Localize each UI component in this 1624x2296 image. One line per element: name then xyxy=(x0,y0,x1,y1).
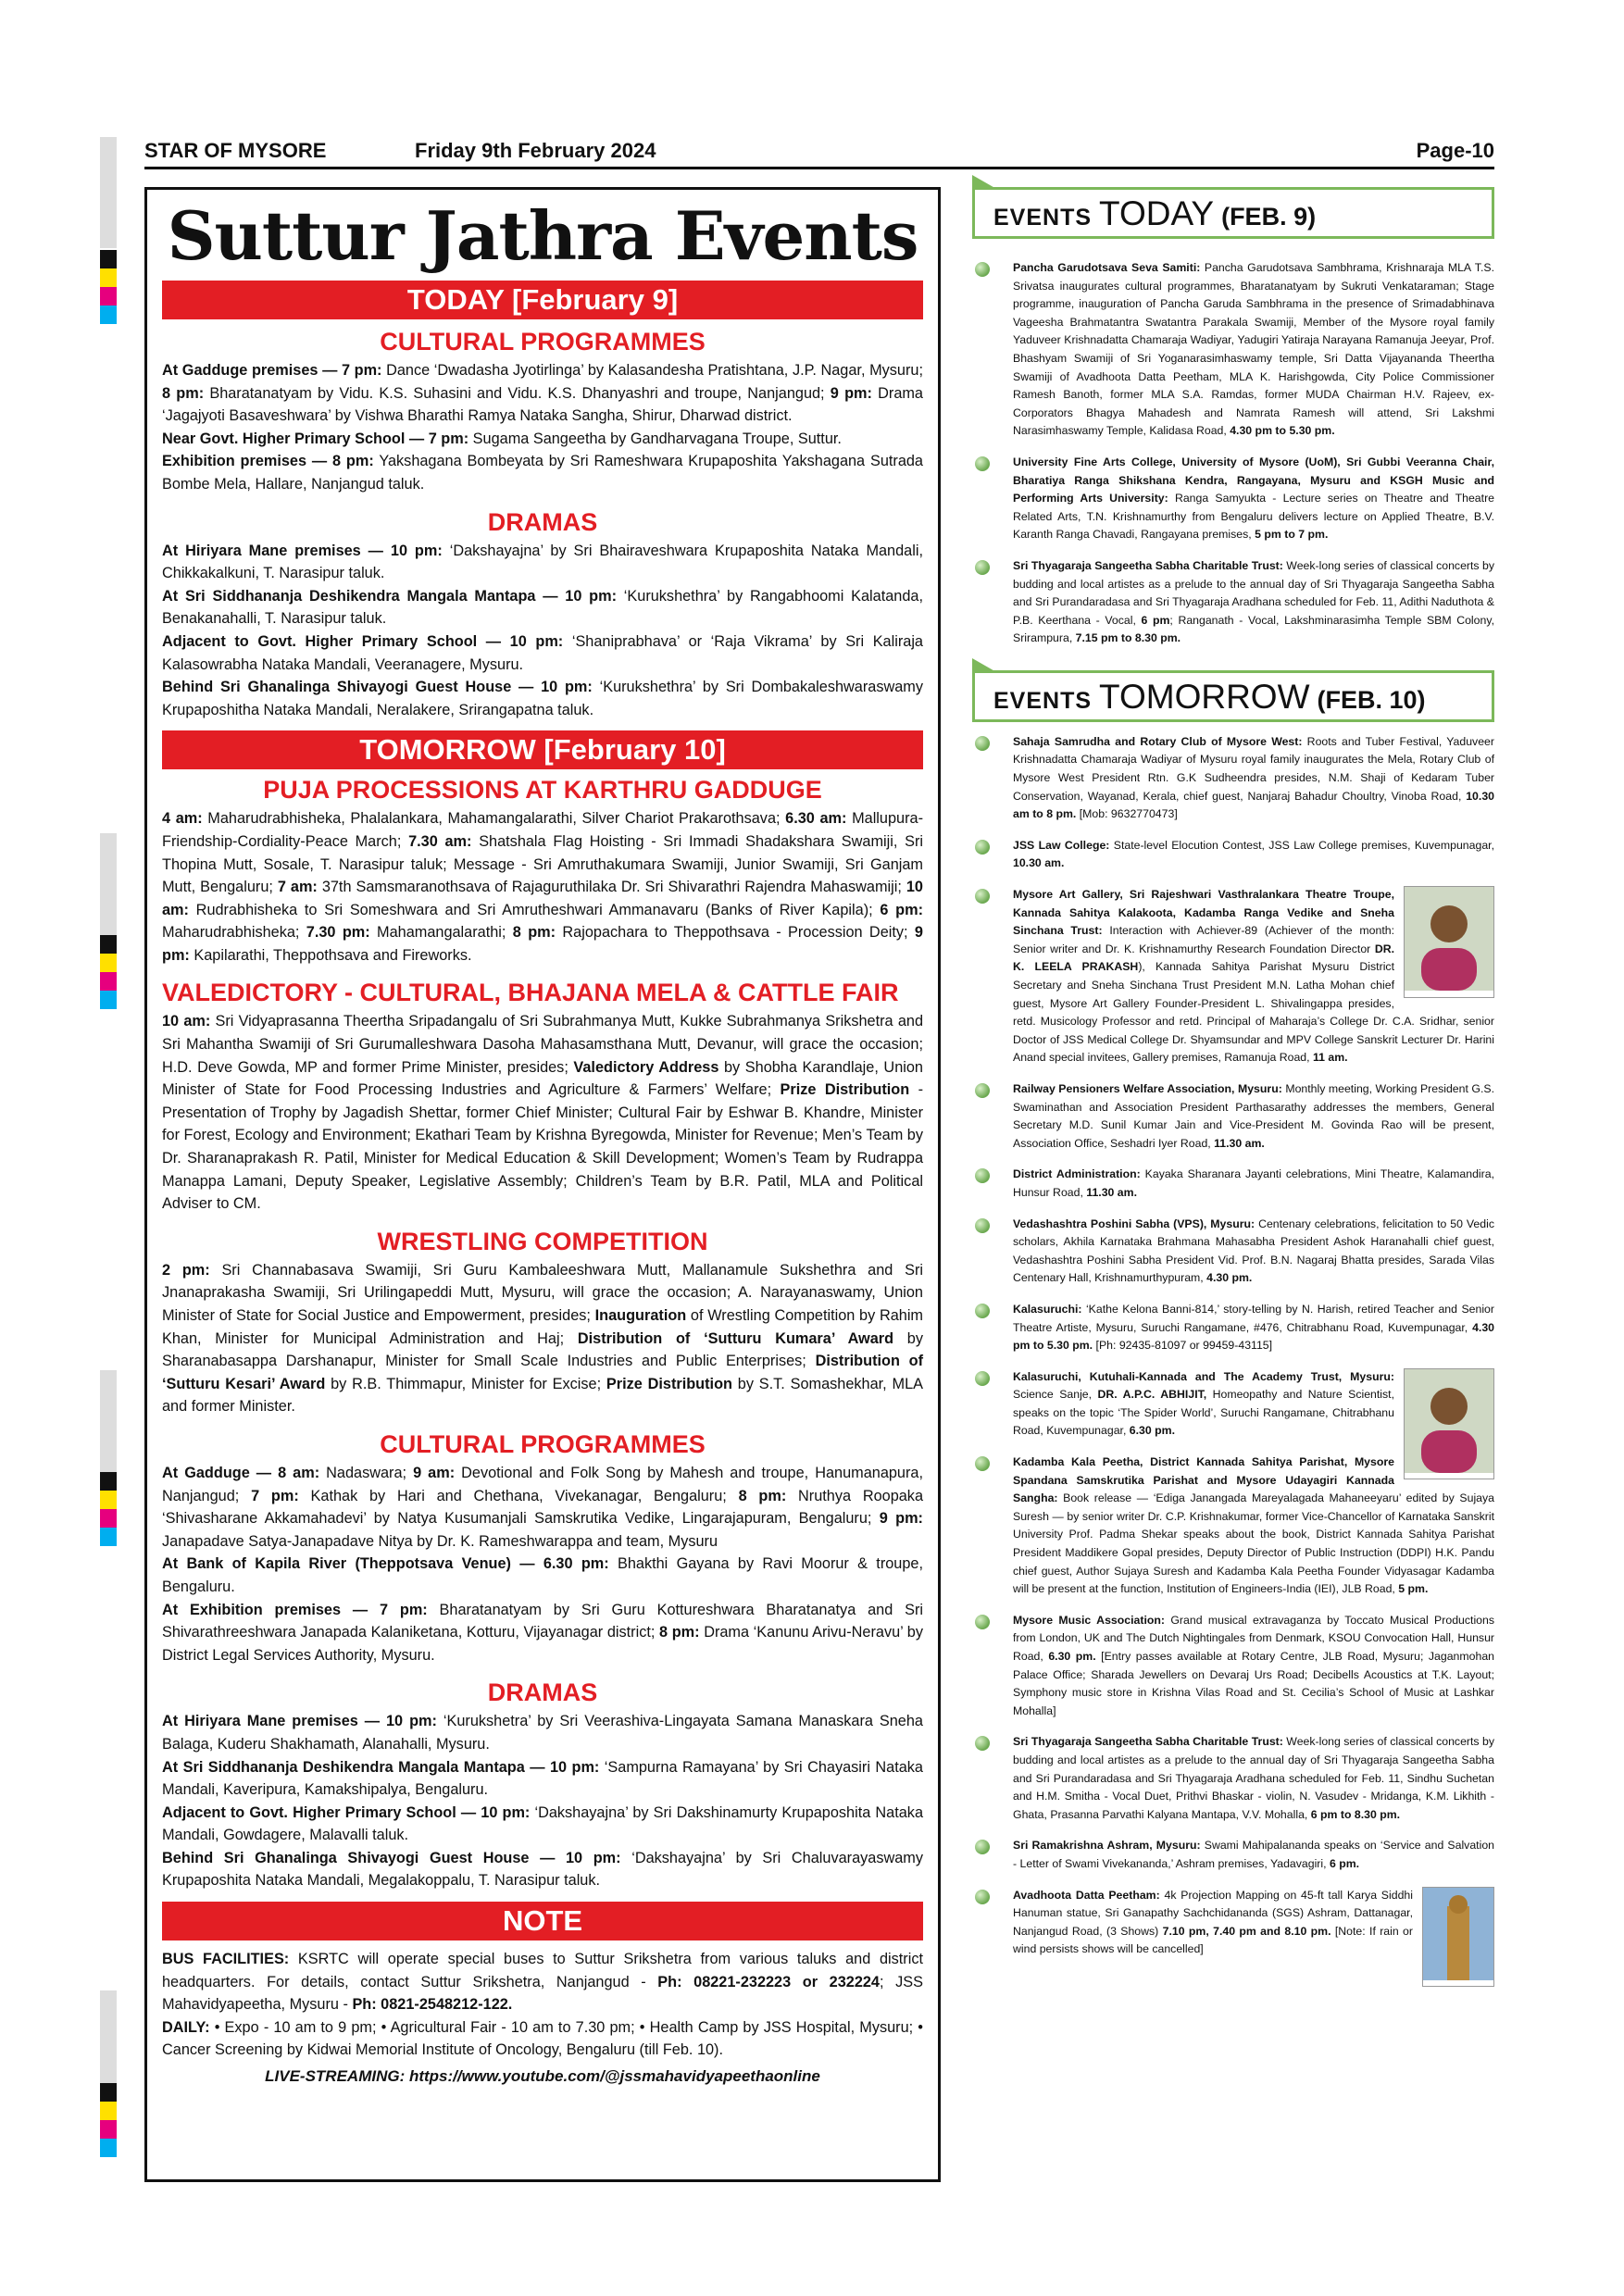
event-description: Pancha Garudotsava Seva Samiti: Pancha Garudotsava Sambhrama, Krishnaraja MLA T.S. Srivatsa inaugurates cultural programmes, Bharatanatyam by Sukruti Venkataraman; Stage programme, inauguration of Pancha Garuda Sambhrama in the presence of Srimadabhinava Vageesha Brahmatantra Swatantra Parakala Swamiji, Member of the Mysore royal family Yaduveer Krishnadatta Chamaraja Wadiyar, Yadugiri Yatiraja Narayana Ramanuja Jeeyar, Prof. Bhashyam Swamiji of Sri Yoganarasimhaswamy temple, Sri Datta Vijayananda Theertha Swamiji of Avadhoota Datta Peetham, MLA K. Harishgowda, City Police Commissioner Ramesh Banoth, former MLA S.A. Ramdas, former MUDA Chairman H.V. Rajeev, ex-Corporators Bhagya Mahadesh and Namrata Ramesh will attend, Sri Lakshmi Narasimhaswamy Temple, Kalidasa Road, 4.30 pm to 5.30 pm. xyxy=(1013,261,1494,438)
date-label: (FEB. 9) xyxy=(1221,203,1317,231)
event-text xyxy=(1013,1612,1494,1721)
color-marks xyxy=(100,250,117,324)
today-dramas-list xyxy=(162,540,923,722)
margin-strip xyxy=(100,1990,117,2083)
masthead-rule xyxy=(144,167,1494,169)
events-tomorrow-header xyxy=(972,670,1494,722)
bullet-icon xyxy=(975,456,990,471)
bullet-icon xyxy=(975,1456,990,1471)
event-description: Mysore Art Gallery, Sri Rajeshwari Vasthralankara Theatre Troupe, Kannada Sahitya Kalakoota, Kadamba Ranga Vedike and Sneha Sinchana Trust: Interaction with Achiever-89 (Achiever of the month: Senior writer and Dr. K. Krishnamurthy Research Foundation Director DR. K. LEELA PRAKASH), Kannada Sahitya Parishat Mysuru District Secretary and Sneha Sinchana Trust President M.N. Latha Mohan chief guest, Mysore Art Gallery Founder-President L. Shivalingappa presides, retd. Musicology Professor and retd. Principal of Maharaja’s College Dr. C.A. Sridhar, senior Doctor of JSS Medical College Dr. Shyamsundar and MPV College Sanskrit Lecturer Dr. Harini Anand special invitees, Gallery premises, Ramanuja Road, 11 am. xyxy=(1013,888,1494,1065)
event-description: JSS Law College: State-level Elocution Contest, JSS Law College premises, Kuvempunagar, 10.30 am. xyxy=(1013,838,1494,870)
event-text xyxy=(1013,1301,1494,1355)
header-corner xyxy=(972,658,998,673)
note-list xyxy=(162,1948,923,2062)
margin-strip xyxy=(100,137,117,248)
event-item xyxy=(972,1837,1494,1873)
section-heading: PUJA PROCESSIONS AT KARTHRU GADDUGE xyxy=(263,776,822,805)
bullet-icon xyxy=(975,1890,990,1904)
event-item xyxy=(972,259,1494,441)
bullet-icon xyxy=(975,1840,990,1854)
bullet-icon xyxy=(975,1168,990,1183)
program-entry: Behind Sri Ghanalinga Shivayogi Guest House — 10 pm: ‘Dakshayajna’ by Sri Chaluvarayaswamy Krupaposhita Nataka Mandali, Megalakoppalu, T. Narasipur taluk. xyxy=(162,1849,923,1890)
program-entry: Exhibition premises — 8 pm: Yakshagana Bombeyata by Sri Rameshwara Krupaposhita Yakshagana Sutrada Bombe Mela, Hallare, Nanjangud taluk. xyxy=(162,453,923,493)
paper-name: STAR OF MYSORE xyxy=(144,139,327,162)
event-item xyxy=(972,1368,1494,1441)
valedictory-text: 10 am: Sri Vidyaprasanna Theertha Sripadangalu of Sri Subrahmanya Mutt, Kukke Subrahmanya Srikshetra and Sri Mahantha Swamiji of Sri Gurumalleshwara Dasoha Mahasamsthana Mutt, Devanur, will grace the occasion; H.D. Deve Gowda, MP and former Prime Minister, presides; Valedictory Address by Shobha Karandlaje, Union Minister of State for Food Processing Industries and Agriculture & Farmers’ Welfare; Prize Distribution - Presentation of Trophy by Jagadish Shettar, former Chief Minister; Cultural Fair by Eshwar B. Khandre, Minister for Forest, Ecology and Environment; Ekathari Team by Krishna Byregowda, Minister for Revenue; Men’s Team by Dr. Sharanaprakash R. Patil, Minister for Medical Education & Skill Development; Women’s Team by Rudrappa Manappa Lamani, Deputy Speaker, Legislative Assembly; Children’s Team by B.R. Patil, MLA and Political Adviser to CM. xyxy=(162,1013,923,1213)
event-item xyxy=(972,1612,1494,1721)
event-description: Sri Thyagaraja Sangeetha Sabha Charitable Trust: Week-long series of classical concerts by budding and local artistes as a prelude to the annual day of Sri Thyagaraja Sangeetha Sabha and Sri Purandaradasa and Sri Thyagaraja Aradhana scheduled for Feb. 11, Adithi Naduthota & P.B. Keerthana - Vocal, 6 pm; Ranganath - Vocal, Lakshminarasimha Temple SBM Colony, Srirampura, 7.15 pm to 8.30 pm. xyxy=(1013,558,1494,645)
note-bar: NOTE xyxy=(162,1902,923,1940)
issue-date: Friday 9th February 2024 xyxy=(415,139,656,162)
events-today-list xyxy=(972,259,1494,648)
today-cultural-list xyxy=(162,359,923,496)
tomorrow-dramas-list xyxy=(162,1710,923,1892)
event-item xyxy=(972,454,1494,544)
events-label: EVENTS xyxy=(993,205,1093,231)
bullet-icon xyxy=(975,262,990,277)
events-today-header xyxy=(972,187,1494,239)
event-item xyxy=(972,1166,1494,1202)
event-text xyxy=(1013,837,1494,873)
bullet-icon xyxy=(975,889,990,904)
event-description: Vedashashtra Poshini Sabha (VPS), Mysuru: Centenary celebrations, felicitation to 50 Vedic scholars, Akhila Karnataka Brahmana Mahasabha President Ashok Haranahalli chief guest, Vedashashtra Poshini Sabha President Vid. Prof. B.N. Nagaraj Bhatta presides, Sarada Vilas Centenary Hall, Krishnamurthypuram, 4.30 pm. xyxy=(1013,1217,1494,1285)
bullet-icon xyxy=(975,1304,990,1318)
program-entry: Adjacent to Govt. Higher Primary School — 10 pm: ‘Dakshayajna’ by Sri Dakshinamurty Krupaposhita Nataka Mandali, Gowdagere, Malavalli taluk. xyxy=(162,1803,923,1844)
section-heading: WRESTLING COMPETITION xyxy=(377,1227,708,1255)
program-entry: Adjacent to Govt. Higher Primary School — 10 pm: ‘Shaniprabhava’ or ‘Raja Vikrama’ by Sri Kaliraja Kalasowrabha Nataka Mandali, Veeranagere, Mysuru. xyxy=(162,632,923,673)
event-description: Avadhoota Datta Peetham: 4k Projection Mapping on 45-ft tall Karya Siddhi Hanuman statue, Sri Ganapathy Sachchidananda (SGS) Ashram, Dattanagar, Nanjangud Road, (3 Shows) 7.10 pm, 7.40 pm and 8.10 pm. [Note: If rain or wind persists shows will be cancelled] xyxy=(1013,1888,1413,1956)
statue-photo xyxy=(1422,1887,1494,1988)
event-text xyxy=(1013,259,1494,441)
header-corner xyxy=(972,175,998,190)
section-heading: VALEDICTORY - CULTURAL, BHAJANA MELA & CATTLE FAIR xyxy=(162,979,899,1007)
margin-strip xyxy=(100,1370,117,1472)
tomorrow-bar: TOMORROW [February 10] xyxy=(162,730,923,769)
bullet-icon xyxy=(975,1371,990,1386)
event-text xyxy=(1013,1837,1494,1873)
program-entry: At Bank of Kapila River (Theppotsava Venue) — 6.30 pm: Bhakthi Gayana by Ravi Moorur & troupe, Bengaluru. xyxy=(162,1555,923,1595)
event-description: Kalasuruchi, Kutuhali-Kannada and The Academy Trust, Mysuru: Science Sanje, DR. A.P.C. ABHIJIT, Homeopathy and Nature Scientist, speaks on the topic ‘The Spider World’, Suruchi Rangamane, Chitrabhanu Road, Kuvempunagar, 6.30 pm. xyxy=(1013,1369,1395,1438)
suttur-jathra-box xyxy=(144,187,941,2182)
program-entry: BUS FACILITIES: KSRTC will operate special buses to Suttur Srikshetra from various taluks and district headquarters. For details, contact Suttur Srikshetra, Nanjangud - Ph: 08221-232223 or 232224; JSS Mahavidyapeetha, Mysuru - Ph: 0821-2548212-122. xyxy=(162,1951,924,2014)
event-text xyxy=(1013,733,1494,824)
event-text xyxy=(1013,1166,1494,1202)
event-description: Sri Thyagaraja Sangeetha Sabha Charitable Trust: Week-long series of classical concerts by budding and local artistes as a prelude to the annual day of Sri Thyagaraja Sangeetha Sabha and Sri Purandaradasa and Sri Thyagaraja Aradhana scheduled for Feb. 11, Sindhu Suchetan and H.M. Smitha - Vocal Duet, Prithvi Bhaskar - violin, N. Vasudev - Mridanga, K.M. Likhith - Ghata, Prasanna Parvathi Kalyana Mantapa, V.V. Mohalla, 6 pm to 8.30 pm. xyxy=(1013,1735,1494,1821)
color-marks xyxy=(100,2083,117,2157)
event-text xyxy=(1013,1216,1494,1288)
today-bar: TODAY [February 9] xyxy=(162,281,923,319)
program-entry: DAILY: • Expo - 10 am to 9 pm; • Agricultural Fair - 10 am to 7.30 pm; • Health Camp by JSS Hospital, Mysuru; • Cancer Screening by Kidwai Memorial Institute of Oncology, Bengaluru (till Feb. 10). xyxy=(162,2018,923,2059)
program-entry: At Gadduge — 8 am: Nadaswara; 9 am: Devotional and Folk Song by Mahesh and troupe, Hanumanapura, Nanjangud; 7 pm: Kathak by Hari and Chethana, Vivekanagar, Bengaluru; 8 pm: Nruthya Roopaka ‘Shivasharane Akkamahadevi’ by Natya Kusumanjali Samskrutika Vedike, Lingarajapuram, Bengaluru; 9 pm: Janapadave Satya-Janapadave Nitya by Dr. K. Rameshwarappa and team, Mysuru xyxy=(162,1464,923,1550)
bullet-icon xyxy=(975,560,990,575)
event-text xyxy=(1013,557,1494,648)
event-description: University Fine Arts College, University of Mysore (UoM), Sri Gubbi Veeranna Chair, Bharatiya Ranga Shikshana Kendra, Rangayana, Mysuru and KSGH Music and Performing Arts University: Ranga Samyukta - Lecture series on Theatre and Theatre Related Arts, T.N. Krishnamurthy from Bengaluru delivers lecture on Applied Theatre, B.V. Karanth Ranga Chavadi, Rangayana premises, 5 pm to 7 pm. xyxy=(1013,455,1494,542)
event-description: Sri Ramakrishna Ashram, Mysuru: Swami Mahipalananda speaks on ‘Service and Salvation - Letter of Swami Vivekananda,’ Ashram premises, Yadavagiri, 6 pm. xyxy=(1013,1839,1494,1870)
event-text xyxy=(1013,1887,1494,1959)
events-label: EVENTS xyxy=(993,687,1093,714)
event-text xyxy=(1013,1454,1494,1599)
program-entry: At Exhibition premises — 7 pm: Bharatanatyam by Sri Guru Kottureshwara Bharatanatya and Sri Shivarathreeshwara Janapada Kalaniketana, Kotturu, Vijayanagar district; 8 pm: Drama ‘Kanunu Arivu-Neravu’ by District Legal Services Authority, Mysuru. xyxy=(162,1601,923,1664)
event-item xyxy=(972,557,1494,648)
event-description: Kadamba Kala Peetha, District Kannada Sahitya Parishat, Mysore Spandana Samskrutika Parishat and Mysore Udayagiri Kannada Sangha: Book release — ‘Ediga Janangada Mareyalagada Mahaneeyaru’ edited by Sujaya Suresh — by senior writer Dr. C.P. Krishnakumar, former Vice-Chancellor of Karnataka Sanskrit University Prof. Padma Shekar speaks about the book, District Kannada Sahitya Parishat President Maddikere Gopal presides, Deputy Director of Public Instruction (DDPI) H.K. Pandu chief guest, Author Sujaya Suresh and Kadamba Kala Peetha Founder Vidyasagar Kadamba will be present at the function, Institution of Engineers-India (IEI), JLB Road, 5 pm. xyxy=(1013,1455,1494,1596)
section-heading: DRAMAS xyxy=(487,507,598,536)
events-column xyxy=(972,185,1494,1990)
color-marks xyxy=(100,935,117,1009)
puja-text: 4 am: Maharudrabhisheka, Phalalankara, Mahamangalarathi, Silver Chariot Prakarothsava; 6.30 am: Mallupura-Friendship-Cordiality-Peace March; 7.30 am: Shatshala Flag Hoisting - Sri Immadi Shadakshara Swamiji, Sri Thopina Mutt, Sosale, T. Narasipur taluk; Message - Sri Amruthakumara Swamiji, Junior Swamiji, Sri Ganjam Mutt, Bengaluru; 7 am: 37th Samsmaranothsava of Rajaguruthilaka Dr. Sri Shivarathri Rajendra Mahaswamiji; 10 am: Rudrabhisheka to Sri Someshwara and Sri Amrutheshwari Ammanavaru (Banks of River Kapila); 6 pm: Maharudrabhisheka; 7.30 pm: Mahamangalarathi; 8 pm: Rajopachara to Theppothsava - Procession Deity; 9 pm: Kapilarathi, Theppothsava and Fireworks. xyxy=(162,810,923,964)
program-entry: At Sri Siddhananja Deshikendra Mangala Mantapa — 10 pm: ‘Sampurna Ramayana’ by Sri Chayasiri Nataka Mandali, Kaveripura, Kamakshipalya, Bengaluru. xyxy=(162,1758,923,1799)
bullet-icon xyxy=(975,1218,990,1233)
event-item xyxy=(972,733,1494,824)
bullet-icon xyxy=(975,736,990,751)
program-entry: Near Govt. Higher Primary School — 7 pm: Sugama Sangeetha by Gandharvagana Troupe, Suttur. xyxy=(162,430,842,447)
margin-strip xyxy=(100,833,117,935)
event-item xyxy=(972,1301,1494,1355)
wrestling-text: 2 pm: Sri Channabasava Swamiji, Sri Guru Kambaleeshwara Mutt, Mallanamule Sukshethra and Sri Jnanaprakasha Swamiji, Sri Urilingapeddi Mutt, Mysuru, will grace the occasion; A. Narayanaswamy, Union Minister of State for Social Justice and Empowerment, presides; Inauguration of Wrestling Competition by Rahim Khan, Minister for Municipal Administration and Haj; Distribution of ‘Sutturu Kumara’ Award by Sharanabasappa Darshanapur, Minister for Small Scale Industries and Public Enterprises; Distribution of ‘Sutturu Kesari’ Award by R.B. Thimmapur, Minister for Excise; Prize Distribution by S.T. Somashekhar, MLA and former Minister. xyxy=(162,1261,924,1416)
event-text xyxy=(1013,1368,1494,1441)
program-entry: Behind Sri Ghanalinga Shivayogi Guest House — 10 pm: ‘Kurukshethra’ by Sri Dombakaleshwaraswamy Krupaposhitha Nataka Mandali, Neralakere, Srirangapatna taluk. xyxy=(162,679,923,718)
bullet-icon xyxy=(975,1083,990,1098)
program-entry: At Gadduge premises — 7 pm: Dance ‘Dwadasha Jyotirlinga’ by Kalasandesha Pratishtana, J.P. Nagar, Mysuru; 8 pm: Bharatanatyam by Vidu. K.S. Suhasini and Vidu. K.S. Dhanyashri and troupe, Nanjangud; 9 pm: Drama ‘Jagajyoti Basaveshwara’ by Vishwa Bharathi Ramya Nataka Sangha, Shirur, Dharwad district. xyxy=(162,362,923,425)
event-description: Kalasuruchi: ‘Kathe Kelona Banni-814,’ story-telling by N. Harish, retired Teacher and Senior Theatre Artiste, Mysuru, Suruchi Rangamane, #476, Chitrabhanu Road, Kuvempunagar, 4.30 pm to 5.30 pm. [Ph: 92435-81097 or 99459-43115] xyxy=(1013,1302,1494,1353)
date-label: (FEB. 10) xyxy=(1317,685,1426,714)
event-text xyxy=(1013,1733,1494,1824)
color-marks xyxy=(100,1472,117,1546)
event-description: District Administration: Kayaka Sharanara Jayanti celebrations, Mini Theatre, Kalamandira, Hunsur Road, 11.30 am. xyxy=(1013,1167,1494,1199)
section-heading: CULTURAL PROGRAMMES xyxy=(380,328,706,356)
tomorrow-cultural-list xyxy=(162,1462,923,1666)
event-text xyxy=(1013,1080,1494,1153)
event-description: Railway Pensioners Welfare Association, Mysuru: Monthly meeting, Working President G.S. Swaminathan and Association President Parthasarathy addresses the members, General Secretary M.D. Sunil Kumar Jain and Vice-President M. Govinda Rao will be present, Association Office, Seshadri Iyer Road, 11.30 am. xyxy=(1013,1081,1495,1150)
event-item xyxy=(972,886,1494,1067)
section-heading: DRAMAS xyxy=(487,1678,598,1707)
event-text xyxy=(1013,454,1494,544)
bullet-icon xyxy=(975,1615,990,1629)
section-heading: CULTURAL PROGRAMMES xyxy=(380,1429,706,1458)
event-item xyxy=(972,1733,1494,1824)
event-item xyxy=(972,1454,1494,1599)
today-label: TODAY xyxy=(1099,194,1215,232)
event-item xyxy=(972,837,1494,873)
program-entry: At Sri Siddhananja Deshikendra Mangala Mantapa — 10 pm: ‘Kurukshethra’ by Rangabhoomi Kalatanda, Benakanahalli, T. Narasipur taluk. xyxy=(162,587,923,628)
event-item xyxy=(972,1887,1494,1959)
page-title: Suttur Jathra Events xyxy=(167,196,918,275)
program-entry: At Hiriyara Mane premises — 10 pm: ‘Dakshayajna’ by Sri Bhairaveshwara Krupaposhita Nataka Mandali, Chikkakalkuni, T. Narasipur taluk. xyxy=(162,542,923,582)
tomorrow-label: TOMORROW xyxy=(1099,677,1310,716)
event-description: Mysore Music Association: Grand musical extravaganza by Toccato Musical Productions from London, UK and The Dutch Nightingales from Denmark, KSOU Convocation Hall, Hunsur Road, 6.30 pm. [Entry passes available at Rotary Centre, JLB Road, Mysuru; Jaganmohan Palace Office; Sharada Jewellers on Devaraj Urs Road; Decibells Acoustics at T.K. Layout; Symphony music store in Krishna Vilas Road and St. Cecilia’s School of Music at Lashkar Mohalla] xyxy=(1013,1613,1494,1717)
portrait-photo xyxy=(1404,886,1494,998)
event-text xyxy=(1013,886,1494,1067)
bullet-icon xyxy=(975,840,990,855)
program-entry: At Hiriyara Mane premises — 10 pm: ‘Kurukshetra’ by Sri Veerashiva-Lingayata Samana Manaskara Sneha Balaga, Kuderu Shakhamath, Alanahalli, Mysuru. xyxy=(162,1713,923,1753)
masthead xyxy=(144,135,1494,167)
live-streaming[interactable]: LIVE-STREAMING: https://www.youtube.com/@jssmahavidyapeethaonline xyxy=(265,2067,820,2086)
event-description: Sahaja Samrudha and Rotary Club of Mysore West: Roots and Tuber Festival, Yaduveer Krishnadatta Chamaraja Wadiyar of Mysuru royal family inaugurates the Mela, Rotary Club of Mysore West President Rtn. G.K Sudheendra presides, N.M. Shaji of Kedaram Tuber Conservation, Wayanad, Kerala, chief guest, Nanjaraj Bahadur Choultry, Vinoba Road, 10.30 am to 8 pm. [Mob: 9632770473] xyxy=(1013,734,1494,821)
event-item xyxy=(972,1216,1494,1288)
event-item xyxy=(972,1080,1494,1153)
bullet-icon xyxy=(975,1736,990,1751)
page-number: Page-10 xyxy=(1416,139,1494,162)
events-tomorrow-list xyxy=(972,733,1494,1959)
